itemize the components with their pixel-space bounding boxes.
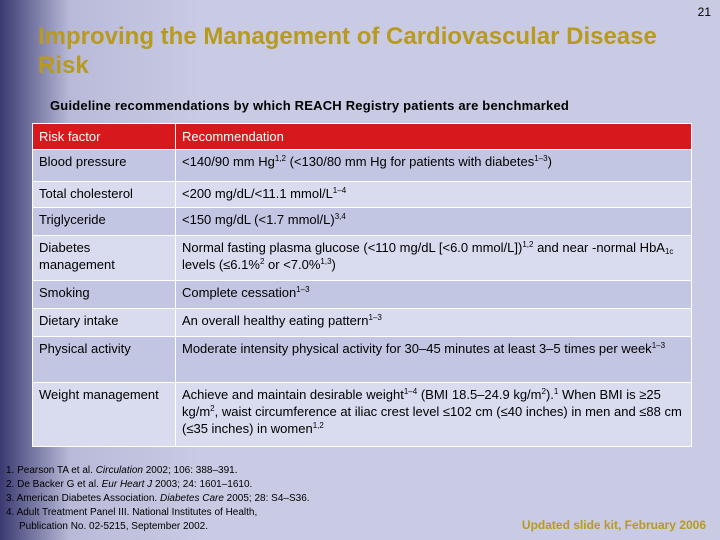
slide-kit-tag: Updated slide kit, February 2006 bbox=[521, 518, 706, 532]
table-row bbox=[33, 208, 692, 236]
slide-title: Improving the Management of Cardiovascular Disease Risk bbox=[38, 23, 657, 79]
table-row bbox=[33, 182, 692, 208]
reference-item: 2. De Backer G et al. Eur Heart J 2003; 24: 1601–1610. bbox=[6, 479, 253, 490]
slide-subtitle: Guideline recommendations by which REACH Registry patients are benchmarked bbox=[50, 98, 570, 113]
row-factor: Blood pressure bbox=[33, 150, 176, 182]
row-recommendation: An overall healthy eating pattern$^{1-3}$ bbox=[176, 309, 692, 337]
row-factor: Diabetes management bbox=[33, 236, 176, 281]
table-header-row bbox=[33, 124, 692, 150]
recommendations-table bbox=[32, 123, 692, 447]
row-factor: Triglyceride bbox=[33, 208, 176, 236]
reference-item: 4. Adult Treatment Panel III. National Institutes of Health, bbox=[6, 507, 258, 518]
row-recommendation: <200 mg/dL/<11.1 mmol/$L^{1-4}$ bbox=[176, 182, 692, 208]
header-recommendation: Recommendation bbox=[176, 124, 692, 150]
slide-number: 21 bbox=[697, 5, 711, 19]
reference-item-continued: Publication No. 02-5215, September 2002. bbox=[19, 521, 209, 532]
table-row bbox=[33, 309, 692, 337]
table-row bbox=[33, 337, 692, 383]
table-row bbox=[33, 236, 692, 281]
row-factor: Smoking bbox=[33, 281, 176, 309]
row-factor: Dietary intake bbox=[33, 309, 176, 337]
row-factor: Weight management bbox=[33, 383, 176, 447]
reference-item: 3. American Diabetes Association. Diabetes Care 2005; 28: S4–S36. bbox=[6, 493, 310, 504]
references-list bbox=[6, 464, 310, 534]
header-risk-factor: Risk factor bbox=[33, 124, 176, 150]
row-recommendation: Achieve and maintain desirable weight$^{1-4}$ (BMI 18.5–24.9 $kg/m^2).^1$ When BMI is ≥25 $kg/m^2$, waist circumference at iliac crest level ≤102 cm (≤40 inches) in men and ≤88 cm (≤35 inches) in women$^{1,2}$ bbox=[176, 383, 692, 447]
row-factor: Physical activity bbox=[33, 337, 176, 383]
table-row bbox=[33, 383, 692, 447]
row-recommendation: Moderate intensity physical activity for 30–45 minutes at least 3–5 times per week$^{1-3}$ bbox=[176, 337, 692, 383]
row-recommendation: Complete cessation$^{1-3}$ bbox=[176, 281, 692, 309]
reference-item: 1. Pearson TA et al. Circulation 2002; 106: 388–391. bbox=[6, 465, 238, 476]
row-recommendation: <140/90 mm Hg$^{1,2}$ (<130/80 mm Hg for patients with diabetes$^{1-3}$) bbox=[176, 150, 692, 182]
row-recommendation: <150 mg/dL (<1.7 mmol/L)$^{3,4}$ bbox=[176, 208, 692, 236]
row-factor: Total cholesterol bbox=[33, 182, 176, 208]
table-row bbox=[33, 281, 692, 309]
table-row bbox=[33, 150, 692, 182]
row-recommendation: Normal fasting plasma glucose (<110 mg/dL [<6.0 mmol/L])$^{1,2}$ and near -normal HbA$_{1c}$ levels (≤6.1%$^2$ or <7.0%$^{1,3}$) bbox=[176, 236, 692, 281]
